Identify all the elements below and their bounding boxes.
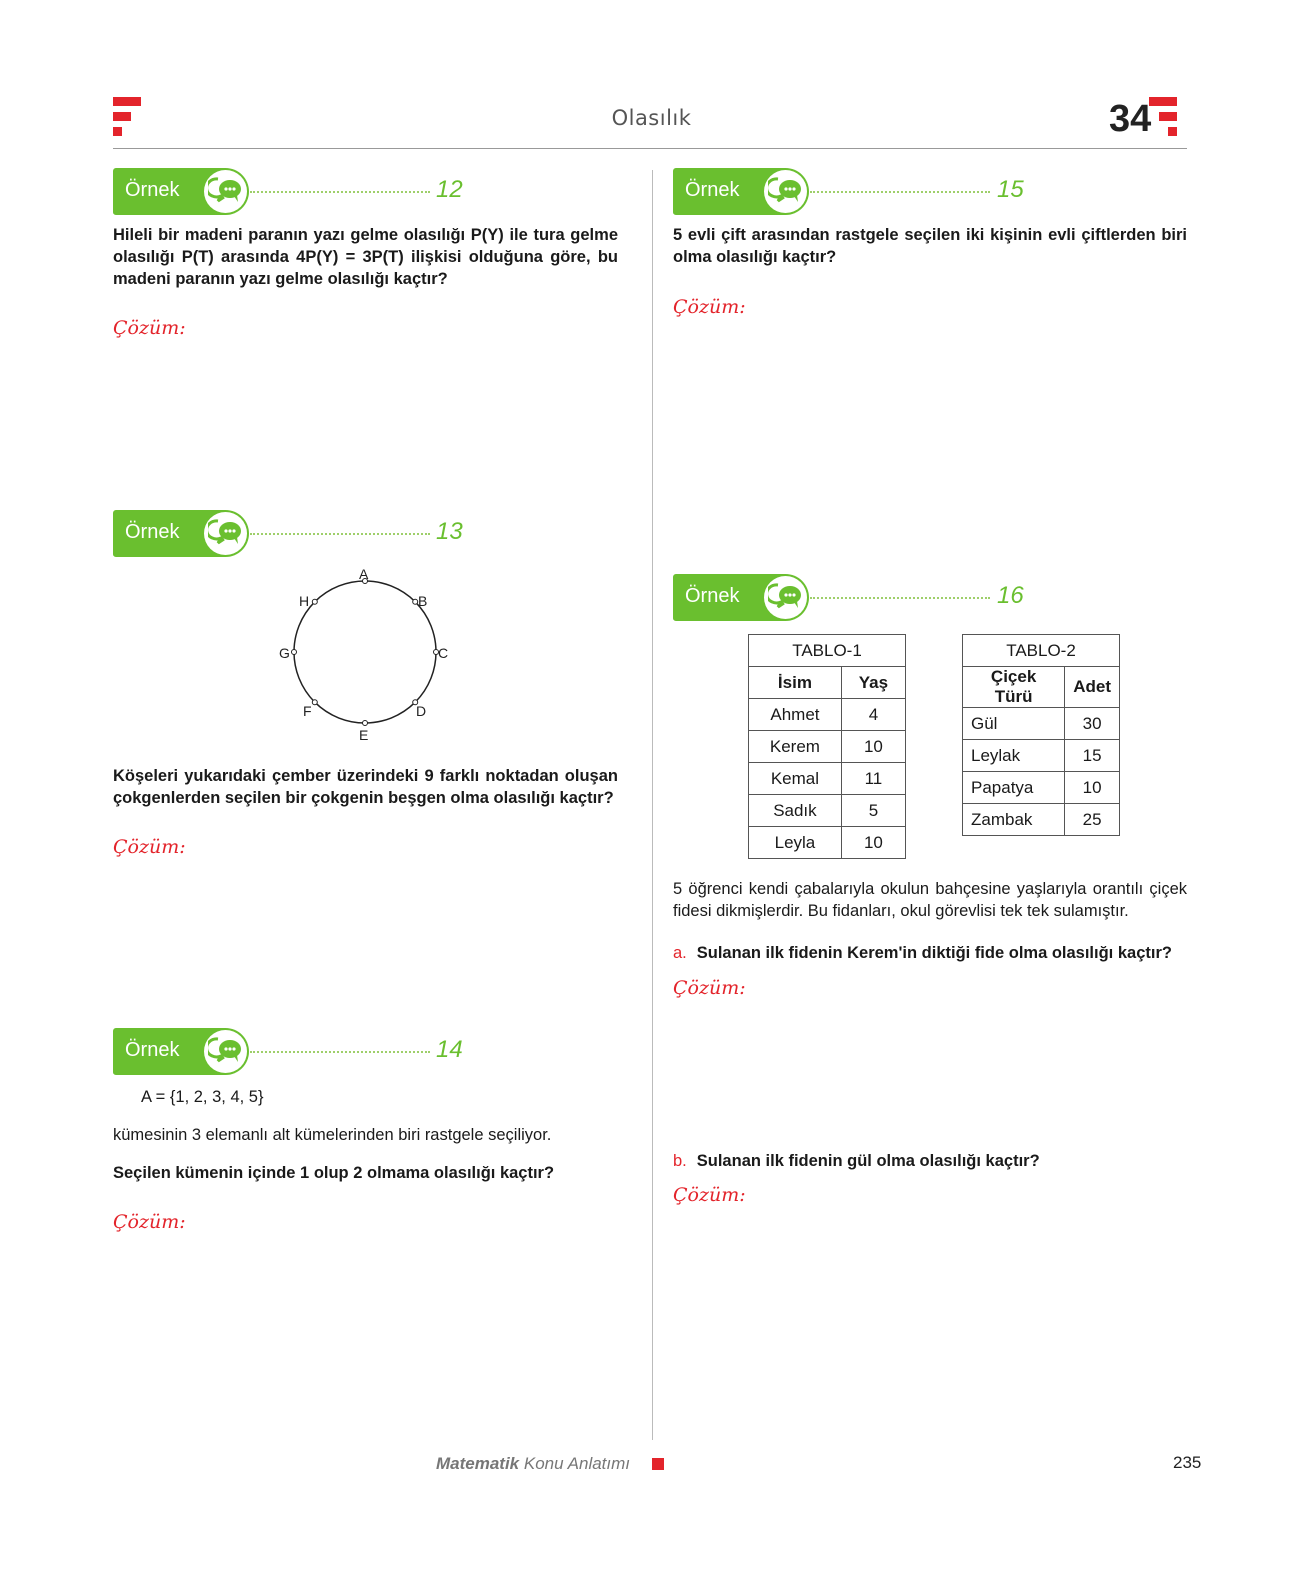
cell: Leyla <box>749 827 842 859</box>
dotted-line <box>250 1051 430 1053</box>
cozum-label: Çözüm: <box>673 1184 746 1206</box>
example-number-15: 15 <box>997 176 1024 203</box>
example-number-14: 14 <box>436 1036 463 1063</box>
circle-diagram <box>270 560 460 750</box>
question-text: Sulanan ilk fidenin gül olma olasılığı kaçtır? <box>696 1152 1040 1170</box>
text-16: 5 öğrenci kendi çabalarıyla okulun bahçesine yaşlarıyla orantılı çiçek fidesi dikmişlerdir. Bu fidanları, okul görevlisi tek tek sulamıştır. <box>673 880 1187 920</box>
ornek-badge-13 <box>113 510 249 557</box>
ornek-label: Örnek <box>125 1039 180 1061</box>
cell: Kerem <box>749 731 842 763</box>
table-2 <box>962 634 1120 836</box>
chapter-number: 34 <box>1109 98 1152 140</box>
cell: 4 <box>841 699 905 731</box>
dotted-line <box>810 597 990 599</box>
footer-rest: Konu Anlatımı <box>519 1454 631 1473</box>
table-row <box>749 795 906 827</box>
ornek-label: Örnek <box>125 521 180 543</box>
cell: Ahmet <box>749 699 842 731</box>
question-16b <box>673 1150 1187 1172</box>
set-definition: A = {1, 2, 3, 4, 5} <box>141 1088 264 1106</box>
cozum-label: Çözüm: <box>113 317 186 339</box>
column-header: İsim <box>749 667 842 699</box>
cell: 30 <box>1065 708 1120 740</box>
point-label-d: D <box>416 703 427 719</box>
cozum-label: Çözüm: <box>673 977 746 999</box>
question-13: Köşeleri yukarıdaki çember üzerindeki 9 farklı noktadan oluşan çokgenlerden seçilen bir çokgenin beşgen olma olasılığı kaçtır? <box>113 767 618 807</box>
cell: 5 <box>841 795 905 827</box>
page-title: Olasılık <box>611 106 692 130</box>
circle-point-f <box>312 700 317 705</box>
dotted-line <box>250 533 430 535</box>
ornek-label: Örnek <box>685 585 740 607</box>
cell: Zambak <box>963 804 1065 836</box>
dotted-line <box>250 191 430 193</box>
footer-square-icon <box>652 1458 664 1470</box>
cell: Sadık <box>749 795 842 827</box>
cell: 10 <box>841 827 905 859</box>
chat-bubbles-icon <box>208 175 243 207</box>
footer-subject: Matematik <box>436 1454 520 1473</box>
point-label-b: B <box>418 593 428 609</box>
point-label-g: G <box>279 645 290 661</box>
cell: Leylak <box>963 740 1065 772</box>
table-row <box>749 763 906 795</box>
ornek-label: Örnek <box>685 179 740 201</box>
question-text: Sulanan ilk fidenin Kerem'in diktiği fide olma olasılığı kaçtır? <box>696 944 1172 962</box>
header-divider <box>113 148 1187 149</box>
example-number-13: 13 <box>436 518 463 545</box>
example-number-16: 16 <box>997 582 1024 609</box>
point-label-c: C <box>438 645 449 661</box>
chat-bubbles-icon <box>208 517 243 549</box>
ornek-badge-15 <box>673 168 809 215</box>
table-row <box>963 804 1120 836</box>
point-label-h: H <box>299 593 310 609</box>
cozum-label: Çözüm: <box>113 836 186 858</box>
chat-bubbles-icon <box>768 175 803 207</box>
example-number-12: 12 <box>436 176 463 203</box>
cozum-label: Çözüm: <box>113 1211 186 1233</box>
table-row <box>963 740 1120 772</box>
table-row <box>749 827 906 859</box>
part-letter: a. <box>673 944 687 962</box>
dotted-line <box>810 191 990 193</box>
question-16a <box>673 942 1187 964</box>
ornek-badge-12 <box>113 168 249 215</box>
table-row <box>749 731 906 763</box>
footer-book-title <box>436 1454 630 1474</box>
ornek-badge-16 <box>673 574 809 621</box>
column-header: Yaş <box>841 667 905 699</box>
table-row <box>963 772 1120 804</box>
table-row <box>749 699 906 731</box>
question-12: Hileli bir madeni paranın yazı gelme olasılığı P(Y) ile tura gelme olasılığı P(T) arasında 4P(Y) = 3P(T) ilişkisi olduğuna göre, bu madeni paranın yazı gelme olasılığı kaçtır? <box>113 226 618 288</box>
cell: 10 <box>1065 772 1120 804</box>
cell: Kemal <box>749 763 842 795</box>
point-label-f: F <box>303 703 312 719</box>
table-row <box>963 708 1120 740</box>
chat-bubbles-icon <box>768 581 803 613</box>
point-label-e: E <box>359 727 369 743</box>
cell: Gül <box>963 708 1065 740</box>
cell: 25 <box>1065 804 1120 836</box>
cell: 10 <box>841 731 905 763</box>
column-divider <box>652 170 653 1440</box>
chat-bubbles-icon <box>208 1035 243 1067</box>
question-15: 5 evli çift arasından rastgele seçilen iki kişinin evli çiftlerden biri olma olasılığı kaçtır? <box>673 226 1187 266</box>
text-14: kümesinin 3 elemanlı alt kümelerinden biri rastgele seçiliyor. <box>113 1126 552 1144</box>
column-header: Adet <box>1065 667 1120 708</box>
table-caption: TABLO-1 <box>749 635 906 667</box>
table-caption: TABLO-2 <box>963 635 1120 667</box>
circle-point-b <box>413 599 418 604</box>
cell: 11 <box>841 763 905 795</box>
cozum-label: Çözüm: <box>673 296 746 318</box>
page-number: 235 <box>1173 1453 1202 1472</box>
cell: Papatya <box>963 772 1065 804</box>
circle-point-h <box>312 599 317 604</box>
column-header: Çiçek Türü <box>963 667 1065 708</box>
circle-point-e <box>363 721 368 726</box>
cell: 15 <box>1065 740 1120 772</box>
ornek-badge-14 <box>113 1028 249 1075</box>
table-1 <box>748 634 906 859</box>
ornek-label: Örnek <box>125 179 180 201</box>
part-letter: b. <box>673 1152 687 1170</box>
question-14: Seçilen kümenin içinde 1 olup 2 olmama olasılığı kaçtır? <box>113 1164 555 1182</box>
circle-point-g <box>292 650 297 655</box>
point-label-a: A <box>359 566 369 582</box>
